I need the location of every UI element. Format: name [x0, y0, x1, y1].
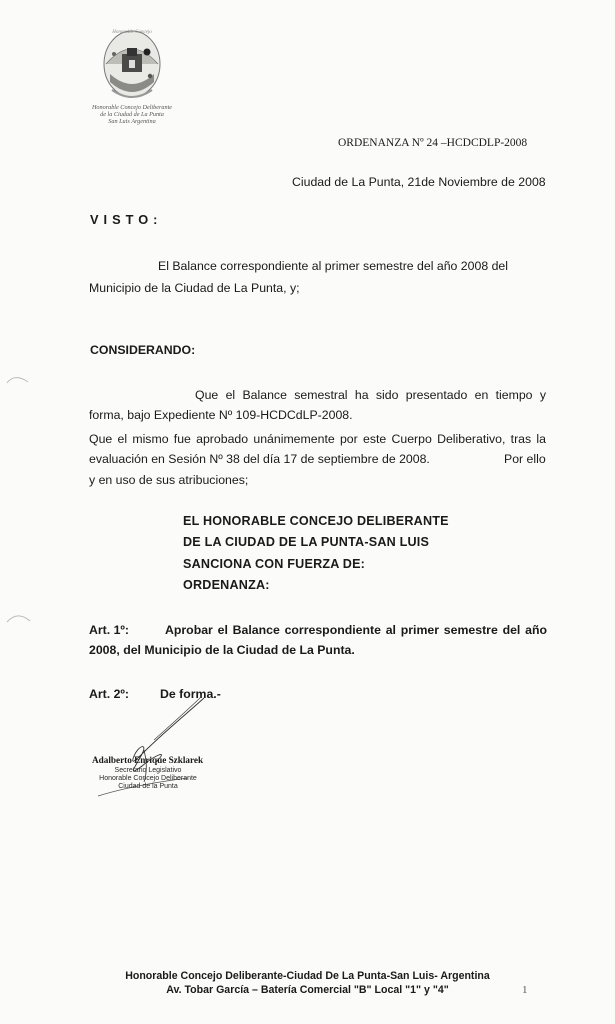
ordenanza-number: ORDENANZA Nº 24 –HCDCDLP-2008	[338, 137, 528, 149]
scan-margin-mark	[6, 612, 32, 626]
considerando-line: y en uso de sus atribuciones;	[89, 473, 249, 487]
date-line: Ciudad de La Punta, 21de Noviembre de 2008	[292, 175, 546, 189]
sanciona-line: ORDENANZA:	[183, 578, 270, 592]
signatory-name: Adalberto Enrique Szklarek	[92, 755, 204, 765]
considerando-heading: CONSIDERANDO:	[90, 343, 196, 357]
sanciona-line: DE LA CIUDAD DE LA PUNTA-SAN LUIS	[183, 535, 430, 549]
considerando-line: forma, bajo Expediente Nº 109-HCDCdLP-2008.	[89, 408, 353, 422]
considerando-line: Que el Balance semestral ha sido presentado en tiempo y	[195, 388, 546, 402]
sanciona-line: SANCIONA CON FUERZA DE:	[183, 557, 366, 571]
signatory-title-line: Honorable Concejo Deliberante	[99, 775, 197, 782]
article-1-text-continued: 2008, del Municipio de la Ciudad de La Punta.	[89, 643, 355, 657]
signatory-title-line: Ciudad de la Punta	[118, 783, 178, 790]
considerando-line: evaluación en Sesión Nº 38 del día 17 de septiembre de 2008.	[89, 452, 430, 466]
svg-text:Honorable Concejo: Honorable Concejo	[112, 30, 152, 35]
logo-caption-line: San Luis Argentina	[108, 118, 156, 125]
signatory-title-line: Secretario Legislativo	[114, 767, 182, 774]
footer-line: Honorable Concejo Deliberante-Ciudad De La Punta-San Luis- Argentina	[125, 970, 490, 982]
scan-margin-mark	[6, 374, 30, 386]
sanciona-line: EL HONORABLE CONCEJO DELIBERANTE	[183, 514, 449, 528]
considerando-line: Que el mismo fue aprobado unánimemente por este Cuerpo Deliberativo, tras la	[89, 432, 546, 446]
article-1-label: Art. 1º:	[89, 623, 130, 637]
logo-caption-line: de la Ciudad de La Punta	[100, 111, 164, 118]
visto-paragraph-line: El Balance correspondiente al primer semestre del año 2008 del	[158, 259, 508, 273]
por-ello-text: Por ello	[504, 452, 546, 466]
page-number: 1	[522, 984, 528, 996]
logo-caption-line: Honorable Concejo Deliberante	[91, 104, 173, 111]
visto-heading: VISTO:	[90, 212, 163, 227]
visto-paragraph-line: Municipio de la Ciudad de La Punta, y;	[89, 281, 300, 295]
article-1-text: Aprobar el Balance correspondiente al primer semestre del año	[165, 623, 547, 637]
article-2-label: Art. 2º:	[89, 687, 130, 701]
article-2-text: De forma.-	[160, 687, 221, 701]
footer-line: Av. Tobar García – Batería Comercial "B" Local "1" y "4"	[166, 984, 449, 996]
